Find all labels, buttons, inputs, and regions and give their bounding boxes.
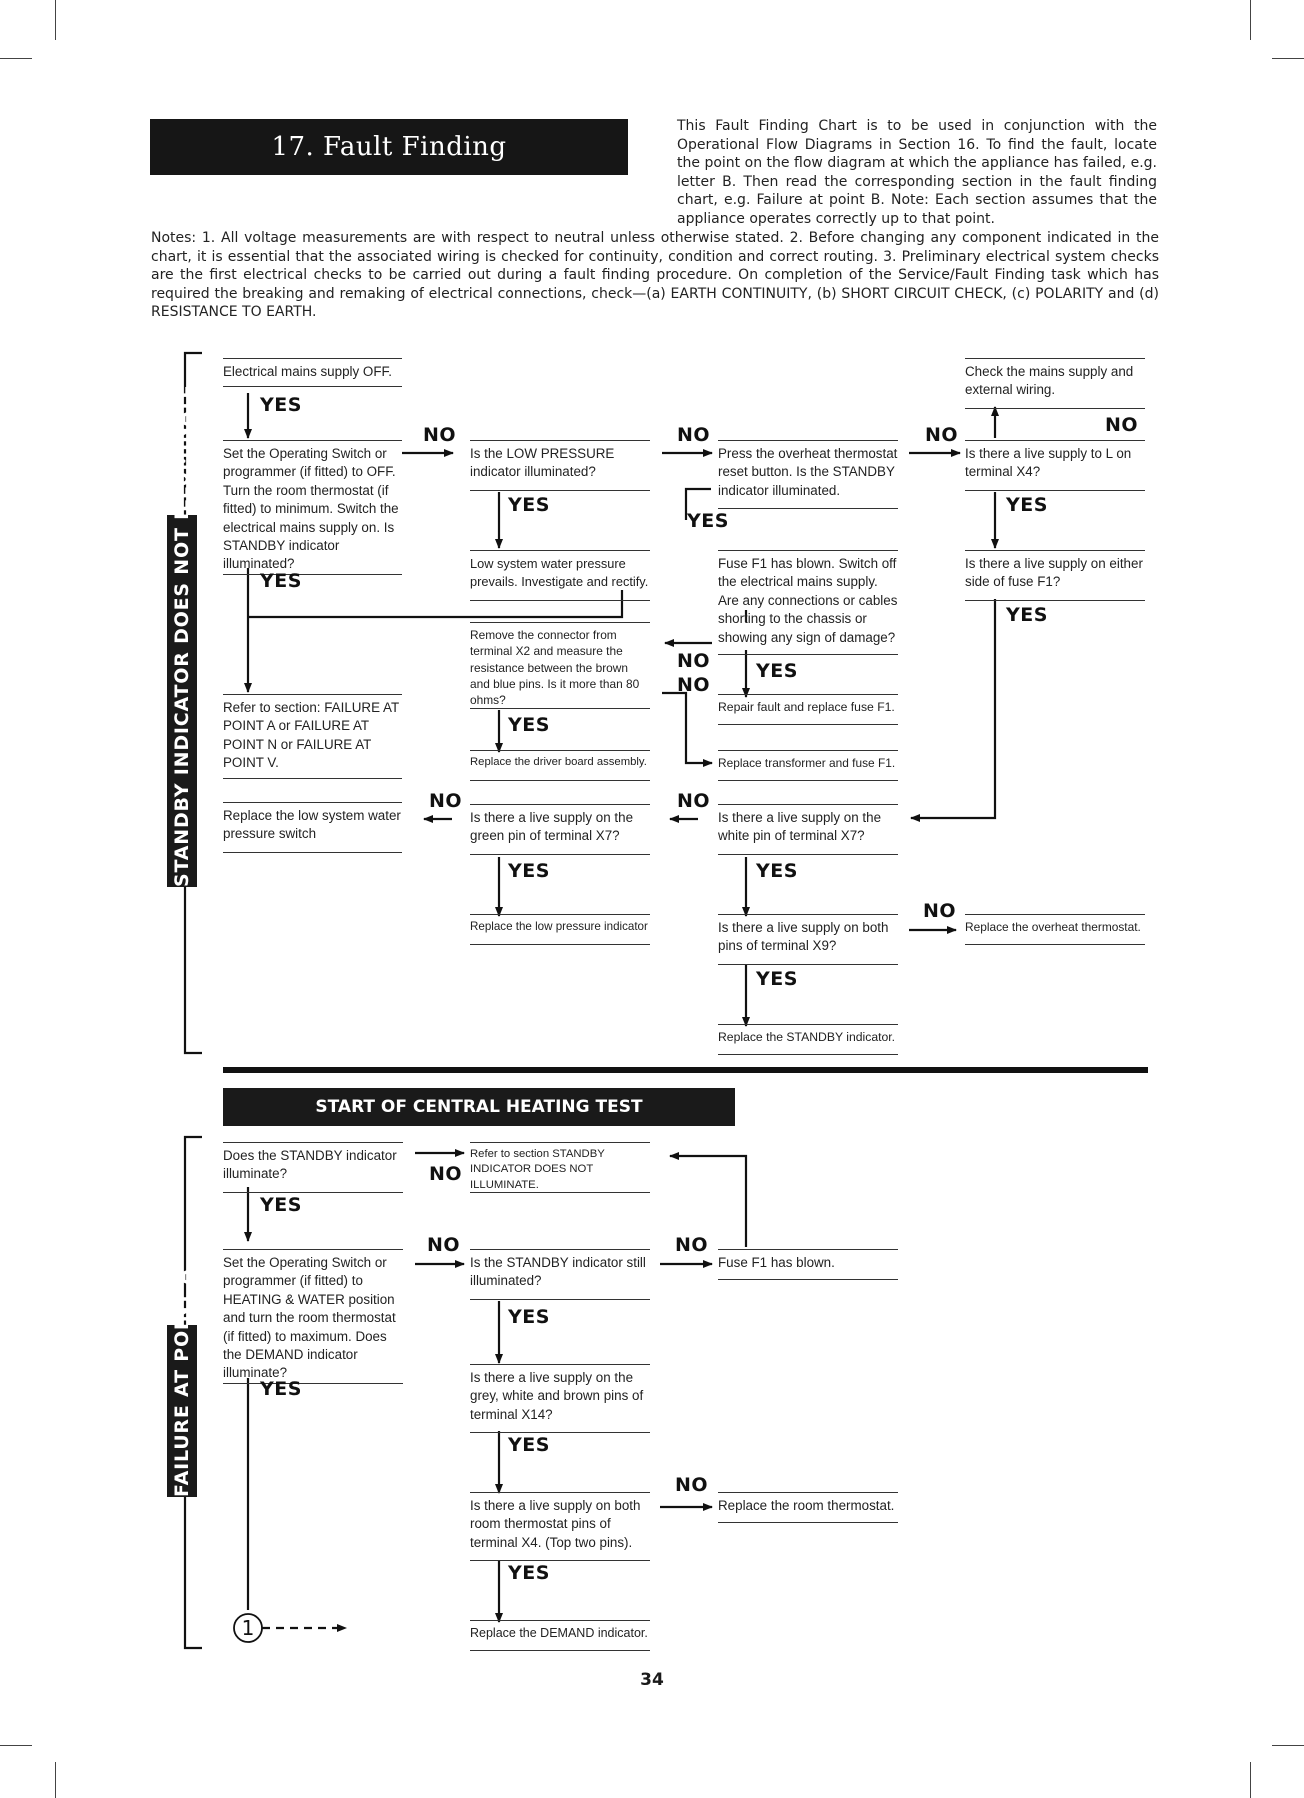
mains-off-box: Electrical mains supply OFF. bbox=[223, 358, 402, 387]
live-white-box: Is there a live supply on the white pin of terminal X7? bbox=[718, 804, 898, 855]
connector-number: 1 bbox=[241, 1616, 255, 1640]
live-l-x4-box: Is there a live supply to L on terminal X4? bbox=[965, 440, 1145, 491]
yes-label: YES bbox=[756, 660, 798, 682]
replace-overheat-box: Replace the overheat thermostat. bbox=[965, 914, 1145, 945]
yes-label: YES bbox=[508, 494, 550, 516]
replace-driver-box: Replace the driver board assembly. bbox=[470, 750, 650, 781]
yes-label: YES bbox=[260, 1194, 302, 1216]
flow-arrow bbox=[662, 693, 712, 763]
no-label: NO bbox=[925, 424, 959, 446]
flow-arrow bbox=[911, 599, 995, 818]
yes-label: YES bbox=[508, 1562, 550, 1584]
yes-label: YES bbox=[508, 860, 550, 882]
replace-room-stat-box: Replace the room thermostat. bbox=[718, 1492, 898, 1523]
live-x14-box: Is there a live supply on the grey, white and brown pins of terminal X14? bbox=[470, 1364, 650, 1433]
side-label-standby: STANDBY INDICATOR DOES NOT ILLUMINATE bbox=[167, 515, 197, 887]
replace-transformer-box: Replace transformer and fuse F1. bbox=[718, 750, 898, 781]
fuse-blown-box: Fuse F1 has blown. Switch off the electrical mains supply. Are any connections or cables shorting to the chassis or showing any sign of damage? bbox=[718, 550, 898, 655]
yes-label: YES bbox=[508, 1434, 550, 1456]
replace-lp-indicator-box: Replace the low pressure indicator bbox=[470, 914, 650, 945]
yes-label: YES bbox=[508, 714, 550, 736]
intro-text: This Fault Finding Chart is to be used in conjunction with the Operational Flow Diagrams in Section 16. To find the fault, locate the point on the flow diagram at which the appliance has failed, e.g. letter B. Then read the corresponding section in the fault finding chart, e.g. Failure at point B. Note: Each section assumes that the appliance operates correctly up to that point. bbox=[677, 118, 1157, 227]
check-mains-box: Check the mains supply and external wiring. bbox=[965, 358, 1145, 409]
refer-section-box: Refer to section: FAILURE AT POINT A or FAILURE AT POINT N or FAILURE AT POINT V. bbox=[223, 694, 402, 779]
live-fuse-box: Is there a live supply on either side of fuse F1? bbox=[965, 550, 1145, 601]
no-label: NO bbox=[677, 650, 711, 672]
no-label: NO bbox=[427, 1234, 461, 1256]
remove-connector-box: Remove the connector from terminal X2 and measure the resistance between the brown and blue pins. Is it more than 80 ohms? bbox=[470, 622, 650, 709]
standby-question-box: Does the STANDBY indicator illuminate? bbox=[223, 1142, 403, 1193]
live-green-box: Is there a live supply on the green pin of terminal X7? bbox=[470, 804, 650, 855]
no-label: NO bbox=[923, 900, 957, 922]
no-label: NO bbox=[429, 1163, 463, 1185]
yes-label: YES bbox=[260, 1378, 302, 1400]
yes-label: YES bbox=[1006, 604, 1048, 626]
overheat-reset-box: Press the overheat thermostat reset button. Is the STANDBY indicator illuminated. bbox=[718, 440, 898, 509]
yes-label: YES bbox=[260, 394, 302, 416]
set-heating-box: Set the Operating Switch or programmer (if fitted) to HEATING & WATER position and turn the room thermostat (if fitted) to maximum. Does the DEMAND indicator illuminate? bbox=[223, 1249, 403, 1384]
replace-pressure-switch-box: Replace the low system water pressure switch bbox=[223, 802, 402, 853]
replace-standby-box: Replace the STANDBY indicator. bbox=[718, 1024, 898, 1055]
no-label: NO bbox=[675, 1474, 709, 1496]
no-label: NO bbox=[429, 790, 463, 812]
no-label: NO bbox=[677, 790, 711, 812]
repair-fault-box: Repair fault and replace fuse F1. bbox=[718, 694, 898, 725]
yes-label: YES bbox=[756, 860, 798, 882]
no-label: NO bbox=[675, 1234, 709, 1256]
no-label: NO bbox=[677, 674, 711, 696]
refer-standby-box: Refer to section STANDBY INDICATOR DOES NOT ILLUMINATE. bbox=[470, 1142, 650, 1193]
replace-demand-box: Replace the DEMAND indicator. bbox=[470, 1620, 650, 1651]
section-heading: START OF CENTRAL HEATING TEST bbox=[223, 1088, 735, 1126]
fuse-f1-blown-box: Fuse F1 has blown. bbox=[718, 1249, 898, 1280]
live-room-stat-box: Is there a live supply on both room thermostat pins of terminal X4. (Top two pins). bbox=[470, 1492, 650, 1561]
standby-still-box: Is the STANDBY indicator still illuminated? bbox=[470, 1249, 650, 1300]
yes-label: YES bbox=[1006, 494, 1048, 516]
low-pressure-prevails-box: Low system water pressure prevails. Investigate and rectify. bbox=[470, 550, 650, 601]
side-label-point-a: FAILURE AT POINT A bbox=[167, 1325, 197, 1497]
live-both-x9-box: Is there a live supply on both pins of terminal X9? bbox=[718, 914, 898, 965]
set-switch-box: Set the Operating Switch or programmer (if fitted) to OFF. Turn the room thermostat (if fitted) to minimum. Switch the electrical mains supply on. Is STANDBY indicator illuminated? bbox=[223, 440, 402, 575]
page-title: 17. Fault Finding bbox=[150, 119, 628, 175]
yes-label: YES bbox=[508, 1306, 550, 1328]
low-pressure-box: Is the LOW PRESSURE indicator illuminated? bbox=[470, 440, 650, 491]
no-label: NO bbox=[423, 424, 457, 446]
page-number: 34 bbox=[640, 1670, 664, 1690]
notes-text: Notes: 1. All voltage measurements are with respect to neutral unless otherwise stated. 2. Before changing any component indicated in the chart, it is essential that the associated wiring is checked for continuity, condition and correct routing. 3. Preliminary electrical system checks are the first electrical checks to be carried out during a fault finding procedure. On completion of the Service/Fault Finding task which has required the breaking and remaking of electrical connections, check—(a) EARTH CONTINUITY, (b) SHORT CIRCUIT CHECK, (c) POLARITY and (d) RESISTANCE TO EARTH. bbox=[151, 230, 1159, 321]
no-label: NO bbox=[1105, 414, 1139, 436]
yes-label: YES bbox=[756, 968, 798, 990]
no-label: NO bbox=[677, 424, 711, 446]
yes-label: YES bbox=[687, 510, 729, 532]
yes-label: YES bbox=[260, 570, 302, 592]
